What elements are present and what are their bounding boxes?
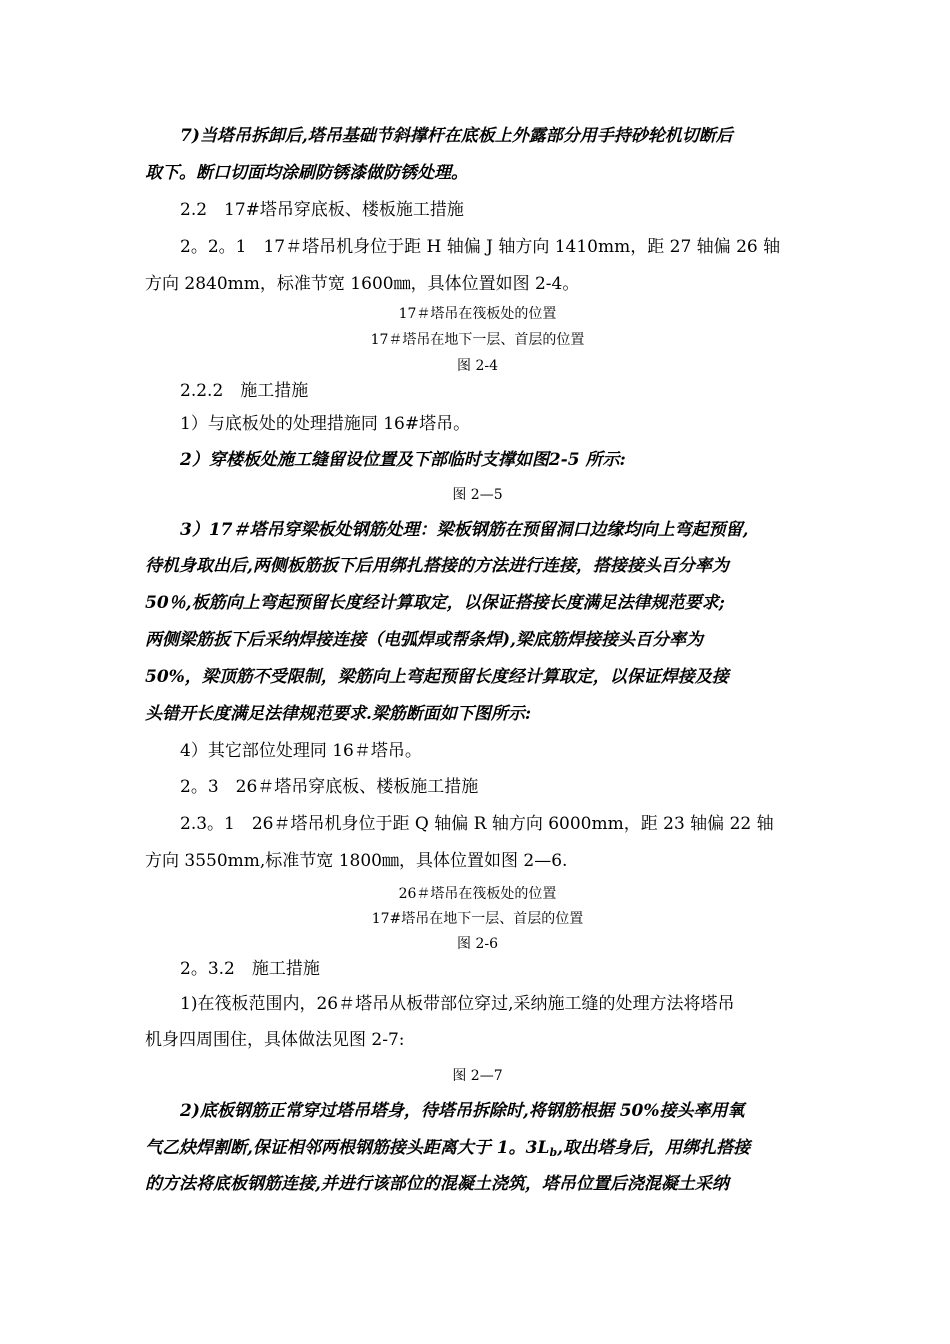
section-2-3-2-item-2-line-1: 2)底板钢筋正常穿过塔吊塔身，待塔吊拆除时,将钢筋根据 50%接头率用氧 — [180, 1101, 745, 1121]
section-2-2-1-line-1: 2。2。1 17＃塔吊机身位于距 H 轴偏 J 轴方向 1410mm，距 27 轴偏 26 轴 — [180, 237, 781, 257]
figure-2-6-label: 图 2-6 — [457, 936, 498, 952]
section-2-3-2-item-1-line-2: 机身四周围住，具体做法见图 2-7: — [145, 1030, 405, 1050]
section-2-3-heading: 2。3 26＃塔吊穿底板、楼板施工措施 — [180, 777, 479, 797]
section-2-2-2-item-1: 1）与底板处的处理措施同 16#塔吊。 — [180, 414, 471, 434]
section-2-3-1-line-2: 方向 3550mm,标准节宽 1800㎜，具体位置如图 2—6. — [145, 851, 568, 871]
section-2-2-2-heading: 2.2.2 施工措施 — [180, 381, 309, 401]
section-2-2-2-item-3-line-1: 3）17＃塔吊穿梁板处钢筋处理：梁板钢筋在预留洞口边缘均向上弯起预留, — [180, 520, 749, 540]
section-2-3-2-heading: 2。3.2 施工措施 — [180, 959, 320, 979]
paragraph-7-line-2: 取下。断口切面均涂刷防锈漆做防锈处理。 — [145, 163, 468, 183]
paragraph-7-line-1: 7)当塔吊拆卸后,塔吊基础节斜撑杆在底板上外露部分用手持砂轮机切断后 — [180, 126, 733, 146]
section-2-2-2-item-3-line-5: 50%，梁顶筋不受限制，梁筋向上弯起预留长度经计算取定，以保证焊接及接 — [145, 667, 729, 687]
item-2-line-2-text-b: ,取出塔身后，用绑扎搭接 — [557, 1138, 751, 1158]
section-2-3-2-item-1-line-1: 1)在筏板范围内，26＃塔吊从板带部位穿过,采纳施工缝的处理方法将塔吊 — [180, 994, 735, 1014]
figure-2-5-label: 图 2—5 — [452, 487, 503, 503]
section-2-3-1-line-1: 2.3。1 26＃塔吊机身位于距 Q 轴偏 R 轴方向 6000mm，距 23 轴偏 22 轴 — [180, 814, 774, 834]
section-2-2-1-line-2: 方向 2840mm，标准节宽 1600㎜，具体位置如图 2-4。 — [145, 274, 580, 294]
section-2-2-2-item-3-line-4: 两侧梁筋扳下后采纳焊接连接（电弧焊或帮条焊),梁底筋焊接接头百分率为 — [145, 630, 703, 650]
figure-2-6-caption-raft: 26＃塔吊在筏板处的位置 — [398, 886, 557, 902]
section-2-3-2-item-2-line-2 — [145, 1130, 810, 1171]
section-2-2-2-item-2: 2）穿楼板处施工缝留设位置及下部临时支撑如图2-5 所示: — [180, 450, 626, 470]
figure-2-4-label: 图 2-4 — [457, 358, 498, 374]
figure-2-4-caption-basement: 17＃塔吊在地下一层、首层的位置 — [370, 332, 585, 348]
section-2-2-2-item-3-line-6: 头错开长度满足法律规范要求.梁筋断面如下图所示: — [145, 704, 532, 724]
figure-2-4-caption-raft: 17＃塔吊在筏板处的位置 — [398, 306, 557, 322]
section-2-2-2-item-3-line-3: 50％,板筋向上弯起预留长度经计算取定，以保证搭接长度满足法律规范要求; — [145, 593, 725, 613]
section-2-2-2-item-4: 4）其它部位处理同 16＃塔吊。 — [180, 741, 422, 761]
figure-2-7-label: 图 2—7 — [452, 1068, 503, 1084]
length-subscript: b — [549, 1146, 558, 1159]
section-2-3-2-item-2-line-3: 的方法将底板钢筋连接,并进行该部位的混凝土浇筑，塔吊位置后浇混凝土采纳 — [145, 1174, 729, 1194]
figure-2-6-caption-basement: 17#塔吊在地下一层、首层的位置 — [371, 911, 584, 927]
section-2-2-heading: 2.2 17#塔吊穿底板、楼板施工措施 — [180, 200, 464, 220]
section-2-2-2-item-3-line-2: 待机身取出后,两侧板筋扳下后用绑扎搭接的方法进行连接，搭接接头百分率为 — [145, 556, 729, 576]
item-2-line-2-text-a: 气乙炔焊割断,保证相邻两根钢筋接头距离大于 1。3L — [145, 1138, 550, 1158]
